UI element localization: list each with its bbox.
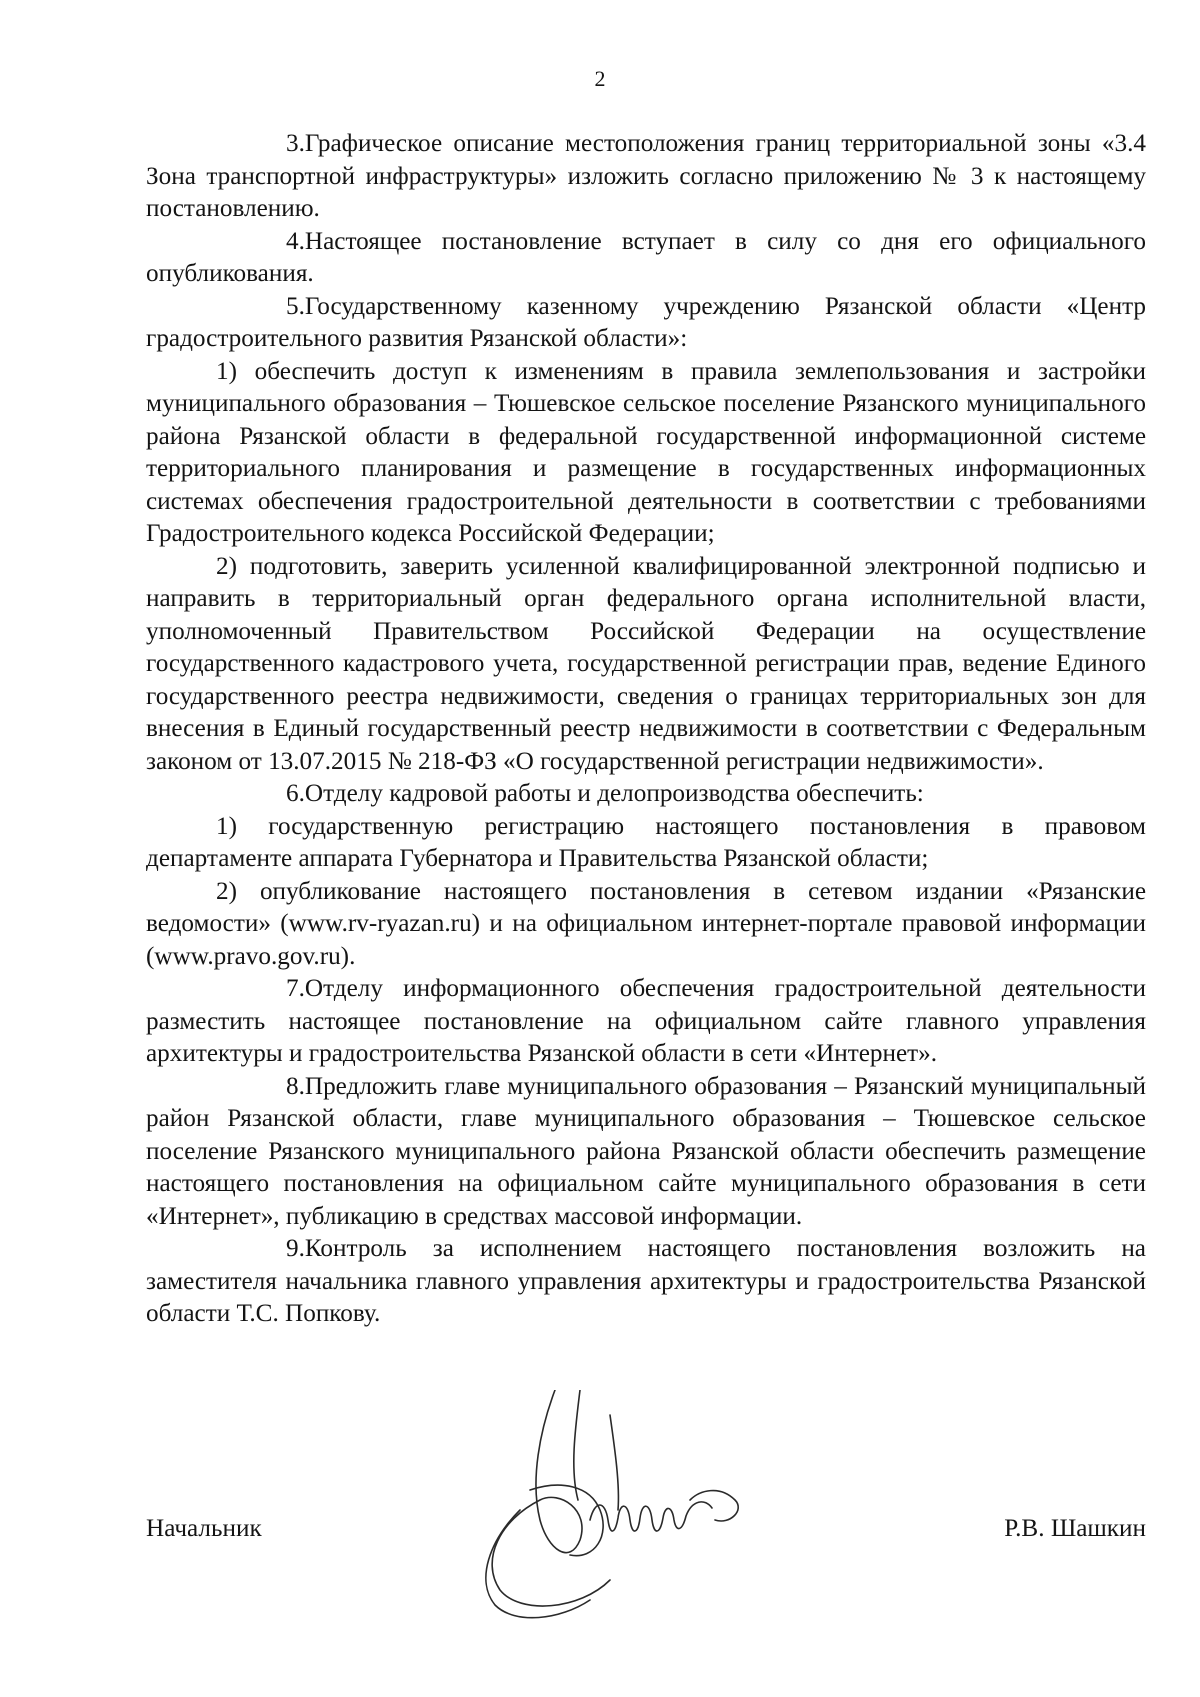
signature-block (146, 1515, 1146, 1551)
paragraph-text: Отделу информационного обеспечения градостроительной деятельности разместить настоящее постановление на официальном сайте главного управления архитектуры и градостроительства Рязанской области в сети «Интернет». (146, 975, 1146, 1067)
paragraph-5-1 (146, 356, 1146, 551)
paragraph-text: 1) государственную регистрацию настоящего постановления в правовом департаменте аппарата Губернатора и Правительства Рязанской области; (146, 812, 1146, 872)
paragraph-9 (146, 1233, 1146, 1331)
paragraph-number: 8. (286, 1072, 305, 1100)
paragraph-text: 2) опубликование настоящего постановления в сетевом издании «Рязанские ведомости» (www.rv-ryazan.ru) и на официальном интернет-портале правовой информации (www.pravo.gov.ru). (146, 877, 1146, 970)
paragraph-text: Контроль за исполнением настоящего постановления возложить на заместителя начальника главного управления архитектуры и градостроительства Рязанской области Т.С. Попкову. (146, 1235, 1146, 1327)
paragraph-6-2 (146, 876, 1146, 974)
paragraph-3 (146, 128, 1146, 226)
signatory-name: Р.В. Шашкин (1004, 1515, 1146, 1542)
paragraph-6 (146, 778, 1146, 811)
paragraph-4 (146, 226, 1146, 291)
handwritten-signature (460, 1390, 760, 1630)
paragraph-text: Графическое описание местоположения границ территориальной зоны «3.4 Зона транспортной инфраструктуры» изложить согласно приложению № 3 к настоящему постановлению. (146, 130, 1146, 222)
paragraph-5-2 (146, 551, 1146, 779)
paragraph-text: Предложить главе муниципального образования – Рязанский муниципальный район Рязанской области, главе муниципального образования – Тюшевское сельское поселение Рязанского муниципального района Рязанской области обеспечить размещение настоящего постановления на официальном сайте муниципального образования в сети «Интернет», публикацию в средствах массовой информации. (146, 1072, 1146, 1230)
paragraph-text: Отделу кадровой работы и делопроизводства обеспечить: (304, 780, 924, 807)
paragraph-number: 5. (286, 292, 305, 320)
page-number: 2 (594, 66, 606, 91)
paragraph-text: Настоящее постановление вступает в силу со дня его официального опубликования. (146, 227, 1146, 287)
signatory-title: Начальник (146, 1515, 262, 1542)
paragraph-number: 3. (286, 130, 305, 157)
paragraph-number: 4. (286, 227, 305, 255)
paragraph-7 (146, 973, 1146, 1071)
paragraph-text: 1) обеспечить доступ к изменениям в правила землепользования и застройки муниципального образования – Тюшевское сельское поселение Рязанского муниципального района Рязанской области в федеральной государственной информационной системе территориального планирования и размещение в государственных информационных системах обеспечения градостроительной деятельности в соответствии с требованиями Градостроительного кодекса Российской Федерации; (146, 357, 1146, 547)
document-body (146, 128, 1146, 1331)
paragraph-5 (146, 291, 1146, 356)
paragraph-6-1 (146, 811, 1146, 876)
paragraph-text: 2) подготовить, заверить усиленной квалифицированной электронной подписью и направить в территориальный орган федерального органа исполнительной власти, уполномоченный Правительством Российской Федерации на осуществление государственного кадастрового учета, государственной регистрации прав, ведение Единого государственного реестра недвижимости, сведения о границах территориальных зон для внесения в Единый государственный реестр недвижимости в соответствии с Федеральным законом от 13.07.2015 № 218-ФЗ «О государственной регистрации недвижимости». (146, 552, 1146, 775)
paragraph-text: Государственному казенному учреждению Рязанской области «Центр градостроительного развития Рязанской области»: (146, 292, 1146, 352)
paragraph-number: 9. (286, 1235, 305, 1262)
paragraph-number: 6. (286, 780, 305, 807)
paragraph-number: 7. (286, 975, 305, 1002)
paragraph-8 (146, 1071, 1146, 1234)
